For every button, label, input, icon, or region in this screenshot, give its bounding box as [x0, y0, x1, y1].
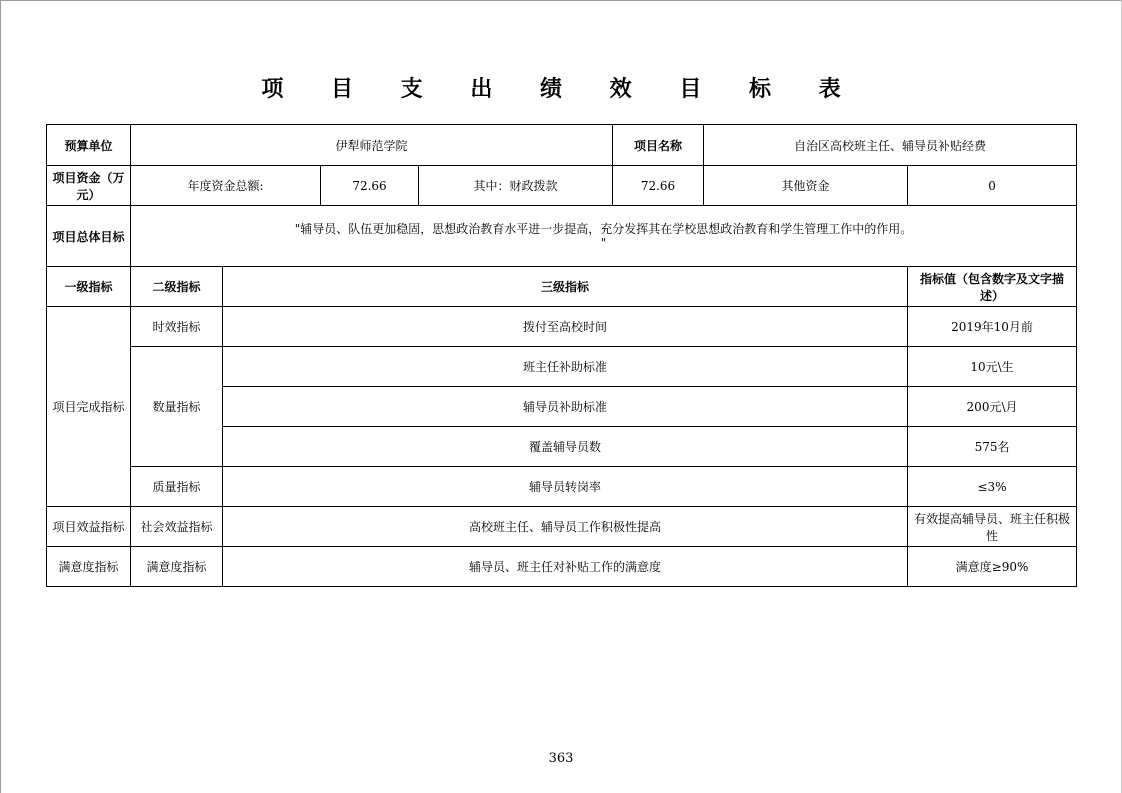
funds-other-value: 0 [908, 166, 1077, 206]
value-cell: 200元\月 [908, 387, 1077, 427]
project-name-label: 项目名称 [613, 125, 704, 166]
funds-other-label: 其他资金 [704, 166, 908, 206]
level2-cell: 时效指标 [131, 307, 223, 347]
table-row [47, 547, 1077, 587]
group-completion: 项目完成指标 [47, 307, 131, 507]
budget-unit-value: 伊犁师范学院 [131, 125, 613, 166]
header-level1: 一级指标 [47, 267, 131, 307]
budget-unit-label: 预算单位 [47, 125, 131, 166]
level2-cell: 社会效益指标 [131, 507, 223, 547]
funds-row [47, 166, 1077, 206]
goal-line-2: " [600, 236, 607, 250]
value-cell: ≤3% [908, 467, 1077, 507]
header-value: 指标值（包含数字及文字描述） [908, 267, 1077, 307]
level3-cell: 班主任补助标准 [223, 347, 908, 387]
header-level2: 二级指标 [131, 267, 223, 307]
frame-line-left [0, 0, 1, 793]
header-row [47, 267, 1077, 307]
level2-cell: 质量指标 [131, 467, 223, 507]
page-title: 项 目 支 出 绩 效 目 标 表 [261, 77, 861, 102]
level2-cell: 数量指标 [131, 347, 223, 467]
goal-label: 项目总体目标 [47, 206, 131, 267]
level3-cell: 辅导员转岗率 [223, 467, 908, 507]
level3-cell: 覆盖辅导员数 [223, 427, 908, 467]
project-name-value: 自治区高校班主任、辅导员补贴经费 [704, 125, 1077, 166]
frame-line-top [0, 0, 1122, 1]
level3-cell: 高校班主任、辅导员工作积极性提高 [223, 507, 908, 547]
group-satisfaction: 满意度指标 [47, 547, 131, 587]
level2-cell: 满意度指标 [131, 547, 223, 587]
table-row [47, 507, 1077, 547]
table-row [47, 307, 1077, 347]
funds-total-value: 72.66 [321, 166, 419, 206]
funds-label: 项目资金（万元） [47, 166, 131, 206]
value-cell: 2019年10月前 [908, 307, 1077, 347]
value-cell: 有效提高辅导员、班主任积极性 [908, 507, 1077, 547]
level3-cell: 辅导员、班主任对补贴工作的满意度 [223, 547, 908, 587]
goal-text [131, 206, 1077, 267]
level3-cell: 拨付至高校时间 [223, 307, 908, 347]
level3-cell: 辅导员补助标准 [223, 387, 908, 427]
funds-fiscal-label: 其中：财政拨款 [419, 166, 613, 206]
budget-row [47, 125, 1077, 166]
group-benefit: 项目效益指标 [47, 507, 131, 547]
table-row [47, 467, 1077, 507]
page-number: 363 [548, 751, 574, 766]
goal-line-1: "辅导员、队伍更加稳固，思想政治教育水平进一步提高，充分发挥其在学校思想政治教育和学生管理工作中的作用。 [294, 222, 913, 236]
value-cell: 10元\生 [908, 347, 1077, 387]
funds-total-label: 年度资金总额: [131, 166, 321, 206]
funds-fiscal-value: 72.66 [613, 166, 704, 206]
performance-table [46, 124, 1077, 587]
value-cell: 满意度≥90% [908, 547, 1077, 587]
header-level3: 三级指标 [223, 267, 908, 307]
value-cell: 575名 [908, 427, 1077, 467]
goal-row [47, 206, 1077, 267]
table-row [47, 347, 1077, 387]
